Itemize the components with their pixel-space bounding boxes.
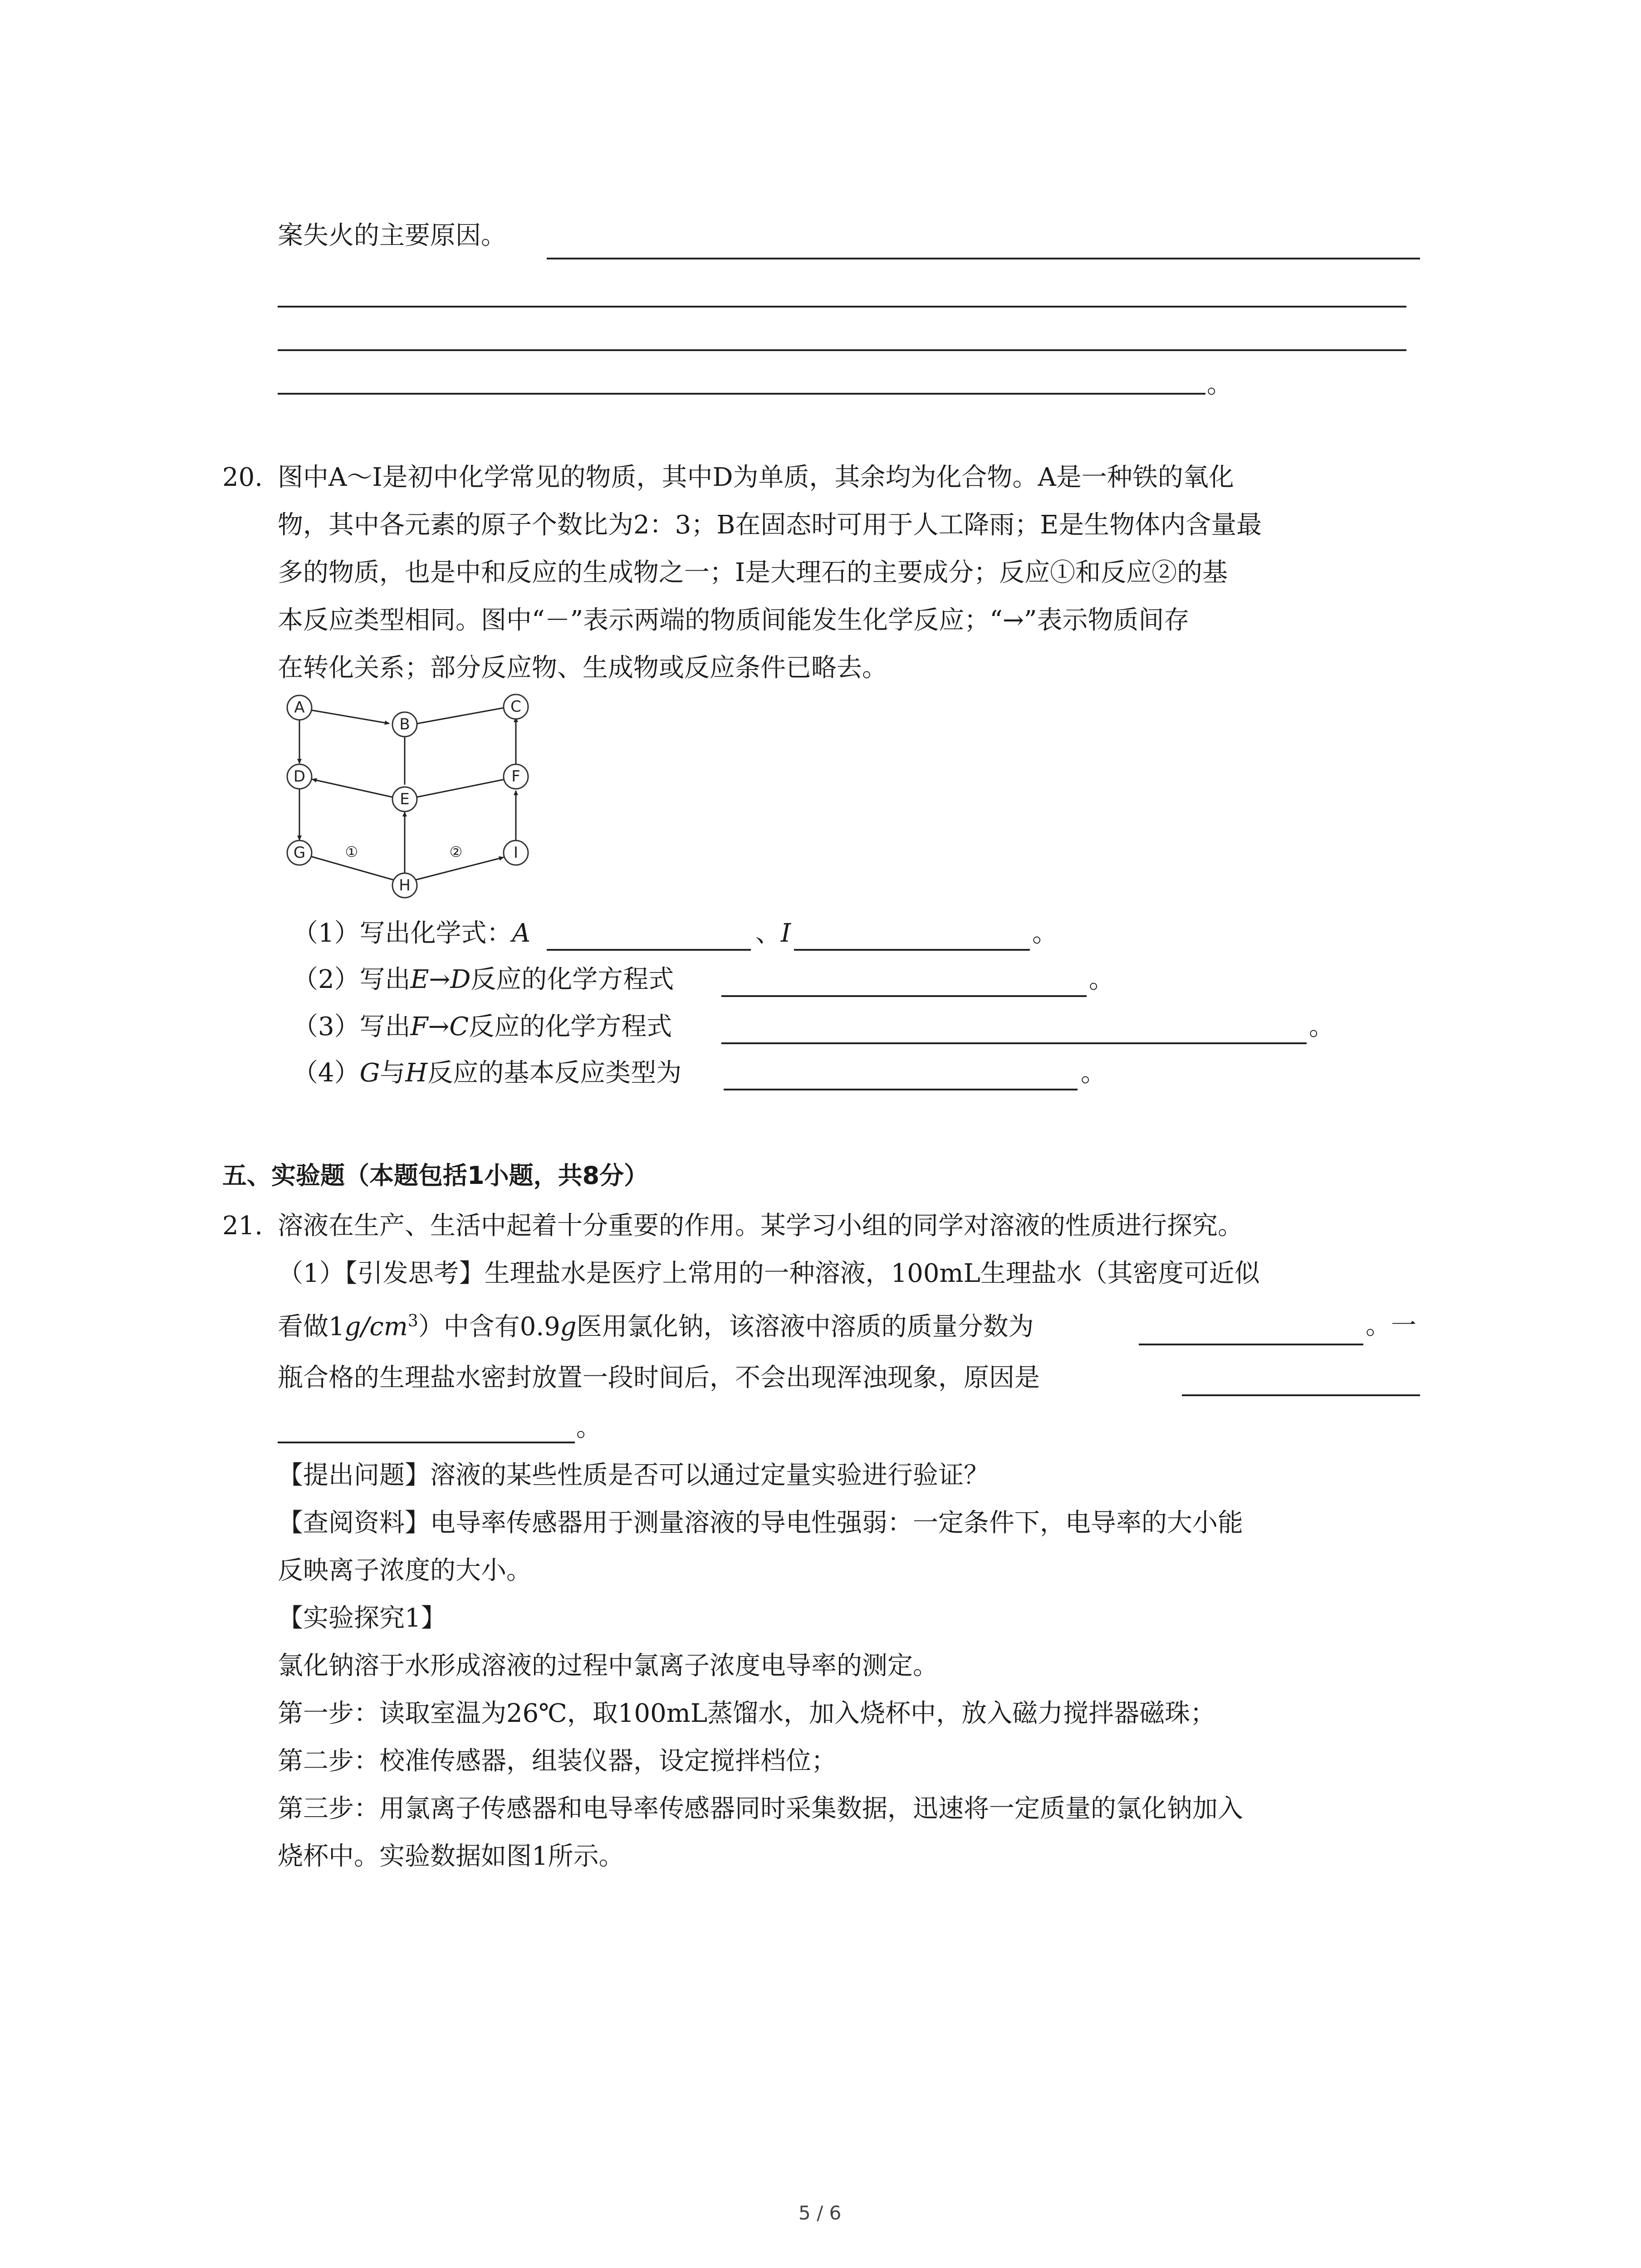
edge-b-c [415,708,505,724]
sub2-reaction: E→D [410,965,471,994]
reaction-label-2: ② [449,843,463,860]
edge-e-f [415,779,505,797]
q21-part1-line2 [278,1313,1034,1340]
p1-text-a: 看做1 [278,1312,345,1342]
node-h: H [399,876,411,894]
q21-question: 【提出问题】溶液的某些性质是否可以通过定量实验进行验证？ [278,1461,989,1490]
sub2-end: 。 [1089,965,1114,994]
q20-line-1: 图中A～I是初中化学常见的物质，其中D为单质，其余均为化合物。A是一种铁的氧化 [278,463,1234,492]
answer-blank-line[interactable] [278,393,1205,395]
q21-lookup-line1: 【查阅资料】电导率传感器用于测量溶液的导电性强弱：一定条件下，电导率的大小能 [278,1508,1243,1538]
node-g: G [293,844,306,862]
line-end-period: 。 [1207,370,1232,399]
sub4-var-g: G [359,1058,380,1088]
relationship-diagram [272,680,544,907]
p1-unit-superscript: 3 [407,1312,418,1330]
page-number: 5 / 6 [798,2202,842,2224]
answer-blank-i[interactable] [794,949,1030,951]
sub2-prompt: （2）写出 [293,965,411,994]
sub3-prompt: （3）写出 [293,1012,411,1041]
question-number: 21. [222,1211,263,1241]
edge-h-i [415,857,504,880]
sub4-suffix: 反应的基本反应类型为 [427,1058,682,1088]
q21-explore-desc: 氯化钠溶于水形成溶液的过程中氯离子浓度电导率的测定。 [278,1651,938,1681]
sub3-reaction: F→C [410,1012,469,1041]
answer-blank-a[interactable] [547,949,751,951]
reaction-label-1: ① [345,843,358,860]
q21-part1-line1: （1）【引发思考】生理盐水是医疗上常用的一种溶液，100mL生理盐水（其密度可近似 [278,1259,1260,1288]
edge-a-b [302,709,389,723]
sub4-var-h: H [405,1058,428,1088]
answer-blank-reason[interactable] [1182,1394,1420,1396]
p1-gram-unit: g [560,1312,577,1342]
question-number: 20. [222,463,263,492]
sub-question-2 [293,967,674,992]
node-c: C [510,698,521,716]
answer-blank-equation-2[interactable] [721,995,1087,997]
p1-text-c: 医用氯化钠，该溶液中溶质的质量分数为 [576,1312,1034,1342]
p1-line2-end: 。一 [1366,1311,1416,1340]
q21-step2: 第二步：校准传感器，组装仪器，设定搅拌档位； [278,1746,837,1776]
prev-question-tail: 案失火的主要原因。 [278,221,506,250]
q20-line-2: 物，其中各元素的原子个数比为2：3；B在固态时可用于人工降雨；E是生物体内含量最 [278,510,1262,540]
sub1-prompt: （1）写出化学式： [293,919,512,948]
answer-blank-line[interactable] [547,258,1420,259]
node-i: I [513,844,519,862]
sub1-var-i: I [781,919,791,948]
node-d: D [293,767,306,786]
node-e: E [400,790,410,808]
answer-blank-line[interactable] [278,349,1406,351]
edge-e-d [312,779,394,797]
q21-part1-line3: 瓶合格的生理盐水密封放置一段时间后，不会出现浑浊现象，原因是 [278,1363,1040,1393]
sub-question-1 [293,921,530,946]
sub-question-3 [293,1014,672,1040]
sub3-end: 。 [1309,1012,1334,1041]
sub1-end: 。 [1032,919,1058,948]
q21-explore-title: 【实验探究1】 [278,1603,446,1633]
node-a: A [294,699,305,717]
answer-blank-equation-3[interactable] [721,1042,1307,1044]
q21-step1: 第一步：读取室温为26℃，取100mL蒸馏水，加入烧杯中，放入磁力搅拌器磁珠； [278,1699,1216,1728]
answer-blank-line[interactable] [278,306,1406,308]
q21-step3-line1: 第三步：用氯离子传感器和电导率传感器同时采集数据，迅速将一定质量的氯化钠加入 [278,1794,1243,1823]
p1-line4-end: 。 [576,1413,602,1442]
q20-line-3: 多的物质，也是中和反应的生成物之一；I是大理石的主要成分；反应①和反应②的基 [278,558,1228,587]
answer-blank-reason-cont[interactable] [278,1442,575,1443]
sub1-sep: 、 [755,919,781,948]
q21-lookup-line2: 反映离子浓度的大小。 [278,1556,532,1585]
node-f: F [511,767,520,786]
sub1-var-a: A [512,919,531,948]
sub2-suffix: 反应的化学方程式 [470,965,674,994]
answer-blank-mass-fraction[interactable] [1139,1344,1363,1345]
q21-step3-line2: 烧杯中。实验数据如图1所示。 [278,1842,624,1871]
answer-blank-reaction-type[interactable] [724,1089,1078,1090]
node-b: B [399,715,410,733]
sub3-suffix: 反应的化学方程式 [469,1012,672,1041]
sub4-end: 。 [1081,1058,1106,1088]
q20-line-4: 本反应类型相同。图中“－”表示两端的物质间能发生化学反应；“→”表示物质间存 [278,606,1190,635]
sub4-mid: 与 [380,1058,406,1088]
section-heading: 五、实验题（本题包括1小题，共8分） [222,1161,649,1190]
q20-line-5: 在转化关系；部分反应物、生成物或反应条件已略去。 [278,653,887,683]
sub1-separator [755,921,791,946]
p1-text-b: ）中含有0.9 [418,1312,560,1342]
p1-density-unit: g/cm [344,1312,408,1342]
sub4-prompt: （4） [293,1058,360,1088]
sub-question-4 [293,1058,682,1088]
q21-intro: 溶液在生产、生活中起着十分重要的作用。某学习小组的同学对溶液的性质进行探究。 [278,1211,1243,1241]
